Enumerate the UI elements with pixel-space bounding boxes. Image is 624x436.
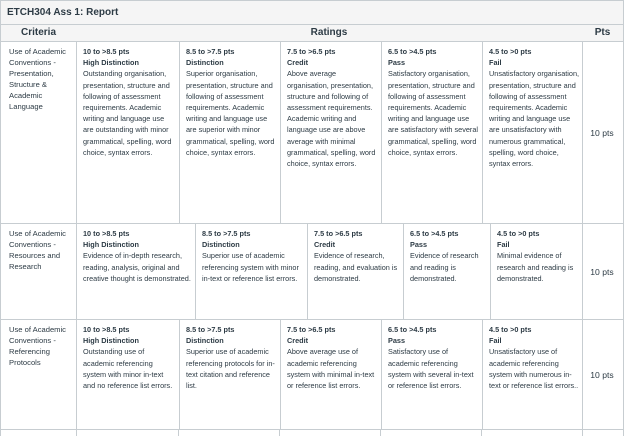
rating-label: Fail: [497, 240, 510, 250]
next-row-stub: [0, 430, 624, 436]
rating-credit: [280, 42, 381, 223]
rating-distinction: [179, 320, 280, 429]
criterion-points: 10 pts: [590, 266, 614, 277]
rating-points: 6.5 to >4.5 pts: [410, 229, 459, 238]
criterion-row: [0, 320, 624, 430]
pts-header: Pts: [582, 24, 624, 42]
rating-description: Superior use of academic referencing system with minor in-text or reference list errors.: [202, 251, 299, 283]
rating-description: Outstanding use of academic referencing system with minor in-text and no reference list errors.: [83, 347, 173, 391]
rating-pass: [381, 42, 482, 223]
rating-credit: [307, 224, 403, 319]
rubric-title: ETCH304 Ass 1: Report: [0, 0, 624, 24]
rating-description: Satisfactory organisation, presentation, structure and following of assessment requirements. Academic writing and language use are satisfactory with several grammatical, spelling, word choice, syntax errors.: [388, 69, 479, 157]
criterion-row: [0, 224, 624, 320]
criterion-description: Use of Academic Conventions - Resources and Research: [1, 224, 77, 319]
rating-description: Above average organisation, presentation, structure and following of assessment requirements. Academic writing and language use are above average with minimal grammatical, spelling, word choice, syntax errors.: [287, 69, 376, 169]
rating-description: Evidence of in-depth research, reading, analysis, original and creative thought is demonstrated.: [83, 251, 191, 283]
rating-high-distinction: [77, 42, 179, 223]
rating-label: Pass: [388, 336, 406, 346]
criterion-points: 10 pts: [590, 369, 614, 380]
rating-label: Fail: [489, 336, 502, 346]
rating-label: High Distinction: [83, 336, 139, 346]
rating-pass: [381, 320, 482, 429]
criteria-header: Criteria: [0, 24, 77, 42]
rating-label: Credit: [287, 336, 309, 346]
ratings-header: Ratings: [76, 24, 583, 42]
criterion-description: Use of Academic Conventions - Presentation, Structure & Academic Language: [1, 42, 77, 223]
criterion-description: Use of Academic Conventions - Referencing Protocols: [1, 320, 77, 429]
rating-label: Pass: [410, 240, 428, 250]
rating-label: Pass: [388, 58, 406, 68]
ratings-cells: [77, 224, 583, 319]
rating-label: Credit: [314, 240, 336, 250]
rating-points: 6.5 to >4.5 pts: [388, 47, 437, 56]
rating-description: Unsatisfactory organisation, presentation, structure and following of assessment requirements. Academic writing and language use are unsatisfactory with numerous grammatical, spelling, word choice, syntax errors.: [489, 69, 580, 169]
rating-credit: [280, 320, 381, 429]
rating-points: 8.5 to >7.5 pts: [202, 229, 251, 238]
rating-points: 4.5 to >0 pts: [497, 229, 540, 238]
rating-points: 4.5 to >0 pts: [489, 47, 532, 56]
rating-fail: [482, 42, 583, 223]
rating-description: Superior use of academic referencing protocols for in-text citation and reference list.: [186, 347, 275, 391]
rating-label: Credit: [287, 58, 309, 68]
rating-points: 8.5 to >7.5 pts: [186, 47, 235, 56]
rating-points: 10 to >8.5 pts: [83, 229, 130, 238]
rating-description: Superior organisation, presentation, structure and following of assessment requirements. Academic writing and language use are superior with minor grammatical, spelling, word choice, syntax errors.: [186, 69, 275, 157]
rating-points: 7.5 to >6.5 pts: [287, 325, 336, 334]
rating-description: Above average use of academic referencing system with minimal in-text or reference list errors.: [287, 347, 375, 391]
rating-points: 4.5 to >0 pts: [489, 325, 532, 334]
rating-label: Fail: [489, 58, 502, 68]
rating-label: Distinction: [186, 58, 224, 68]
ratings-cells: [77, 42, 583, 223]
rating-points: 7.5 to >6.5 pts: [287, 47, 336, 56]
rating-points: 10 to >8.5 pts: [83, 47, 130, 56]
rating-description: Evidence of research, reading, and evaluation is demonstrated.: [314, 251, 398, 283]
rating-label: Distinction: [202, 240, 240, 250]
criterion-points: 10 pts: [590, 127, 614, 138]
rating-distinction: [179, 42, 280, 223]
rating-points: 7.5 to >6.5 pts: [314, 229, 363, 238]
rating-description: Minimal evidence of research and reading is demonstrated.: [497, 251, 574, 283]
rating-pass: [403, 224, 490, 319]
rating-label: High Distinction: [83, 240, 139, 250]
rating-description: Outstanding organisation, presentation, structure and following of assessment requirements. Academic writing and language use are outstanding with minor grammatical, spelling, word choice, syntax errors.: [83, 69, 172, 157]
criterion-row: [0, 42, 624, 224]
rating-points: 6.5 to >4.5 pts: [388, 325, 437, 334]
rating-description: Satisfactory use of academic referencing system with several in-text or reference list errors.: [388, 347, 474, 391]
rating-distinction: [195, 224, 307, 319]
rating-fail: [482, 320, 583, 429]
rating-label: Distinction: [186, 336, 224, 346]
rating-description: Evidence of research and reading is demonstrated.: [410, 251, 479, 283]
rating-fail: [490, 224, 583, 319]
rating-points: 8.5 to >7.5 pts: [186, 325, 235, 334]
rating-high-distinction: [77, 320, 179, 429]
rating-points: 10 to >8.5 pts: [83, 325, 130, 334]
rating-high-distinction: [77, 224, 195, 319]
ratings-cells: [77, 320, 583, 429]
rating-label: High Distinction: [83, 58, 139, 68]
rating-description: Unsatisfactory use of academic referencing system with numerous in-text or reference list errors..: [489, 347, 579, 391]
